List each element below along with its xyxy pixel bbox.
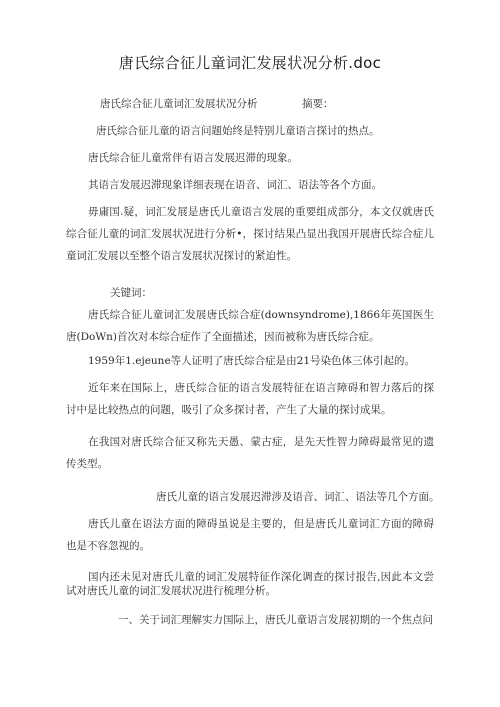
paragraph-11: 国内还未见对唐氏儿童的词汇发展特征作深化调查的探讨报告,因此本文尝试对唐氏儿童的词汇发展状况进行梳理分析。: [66, 571, 434, 597]
keywords-label: 关键词：: [110, 287, 152, 299]
paragraph-6: 1959年1.ejeune等人证明了唐氏综合症是由21号染色体三体引起的。: [88, 355, 416, 367]
paragraph-8: 在我国对唐氏综合征又称先天愚、蒙古症，是先天性智力障碍最常见的遗传类型。: [66, 436, 434, 470]
paragraph-3: 其语言发展迟滞现象详细表现在语音、词汇、语法等各个方面。: [88, 179, 382, 191]
paragraph-1: 唐氏综合征儿童的语言问题始终是特别儿童语言探讨的热点。: [96, 125, 380, 137]
paragraph-5: 唐氏综合征儿童词汇发展唐氏综合症(downsyndrome),1866年英国医生唐(DoWn)首次对本综合症作了全面描述，因而被称为唐氏综合症。: [66, 309, 434, 343]
paragraph-10: 唐氏儿童在语法方面的障碍虽说是主要的，但是唐氏儿童词汇方面的障碍也是不容忽视的。: [66, 518, 434, 552]
paragraph-7: 近年来在国际上，唐氏综合征的语言发展特征在语言障碍和智力落后的探讨中是比较热点的问题，吸引了众多探讨者，产生了大量的探讨成果。: [66, 382, 434, 416]
paragraph-9: 唐氏儿童的语言发展迟滞涉及语音、词汇、语法等几个方面。: [156, 491, 440, 503]
abstract-label: 摘要：: [302, 98, 334, 110]
document-title: 唐氏综合征儿童词汇发展状况分析.doc: [118, 54, 382, 72]
heading-left: 唐氏综合征儿童词汇发展状况分析: [100, 98, 258, 110]
paragraph-12: 一、关于词汇理解实力国际上，唐氏儿童语言发展初期的一个焦点问: [118, 614, 433, 626]
paragraph-4: 毋庸国.疑，词汇发展是唐氏儿童语言发展的重要组成部分，本文仅就唐氏综合征儿童的词汇发展状况进行分析•，探讨结果凸显出我国开展唐氏综合症儿童词汇发展以至整个语言发展状况探讨的紧迫性。: [66, 206, 434, 262]
paragraph-2: 唐氏综合征儿童常伴有语言发展迟滞的现象。: [88, 152, 298, 164]
